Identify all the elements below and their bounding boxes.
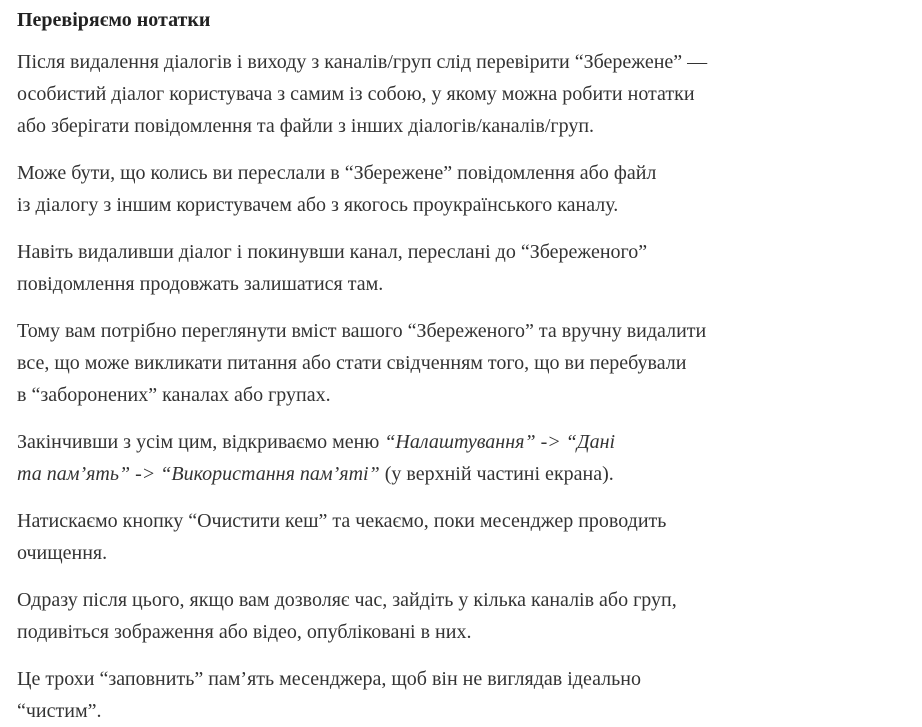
text-line: або зберігати повідомлення та файли з інших діалогів/каналів/груп. bbox=[17, 115, 595, 137]
paragraph-7 bbox=[17, 584, 890, 648]
paragraph-3 bbox=[17, 236, 890, 300]
text-line: очищення. bbox=[17, 542, 108, 564]
text-line: Після видалення діалогів і виходу з каналів/груп слід перевірити “Збережене” — bbox=[17, 51, 708, 73]
text-segment: Закінчивши з усім цим, відкриваємо меню bbox=[17, 431, 385, 453]
text-segment: (у верхній частині екрана). bbox=[379, 463, 614, 485]
paragraph-4 bbox=[17, 315, 890, 411]
text-line: Може бути, що колись ви переслали в “Збережене” повідомлення або файл bbox=[17, 162, 657, 184]
text-line: Одразу після цього, якщо вам дозволяє час, зайдіть у кілька каналів або груп, bbox=[17, 589, 677, 611]
paragraph-8 bbox=[17, 663, 890, 727]
section-heading: Перевіряємо нотатки bbox=[17, 9, 211, 31]
paragraph-5 bbox=[17, 426, 890, 490]
text-line bbox=[17, 458, 890, 490]
paragraph-6 bbox=[17, 505, 890, 569]
text-line: повідомлення продовжать залишатися там. bbox=[17, 273, 384, 295]
text-line: Це трохи “заповнить” пам’ять месенджера, щоб він не виглядав ідеально bbox=[17, 668, 641, 690]
menu-path-emphasis: “Налаштування” -> “Дані bbox=[384, 431, 616, 453]
text-line bbox=[17, 426, 890, 458]
paragraph-1 bbox=[17, 46, 890, 142]
text-line: Навіть видаливши діалог і покинувши канал, переслані до “Збереженого” bbox=[17, 241, 648, 263]
text-line: “чистим”. bbox=[17, 700, 102, 722]
text-line: подивіться зображення або відео, опубліковані в них. bbox=[17, 621, 472, 643]
menu-path-emphasis: та пам’ять” -> “Використання пам’яті” bbox=[17, 463, 380, 485]
text-line: Тому вам потрібно переглянути вміст вашого “Збереженого” та вручну видалити bbox=[17, 320, 707, 342]
text-line: в “заборонених” каналах або групах. bbox=[17, 384, 331, 406]
text-line: із діалогу з іншим користувачем або з якогось проукраїнського каналу. bbox=[17, 194, 619, 216]
paragraph-2 bbox=[17, 157, 890, 221]
text-line: Натискаємо кнопку “Очистити кеш” та чекаємо, поки месенджер проводить bbox=[17, 510, 667, 532]
text-line: особистий діалог користувача з самим із собою, у якому можна робити нотатки bbox=[17, 83, 695, 105]
text-line: все, що може викликати питання або стати свідченням того, що ви перебували bbox=[17, 352, 687, 374]
